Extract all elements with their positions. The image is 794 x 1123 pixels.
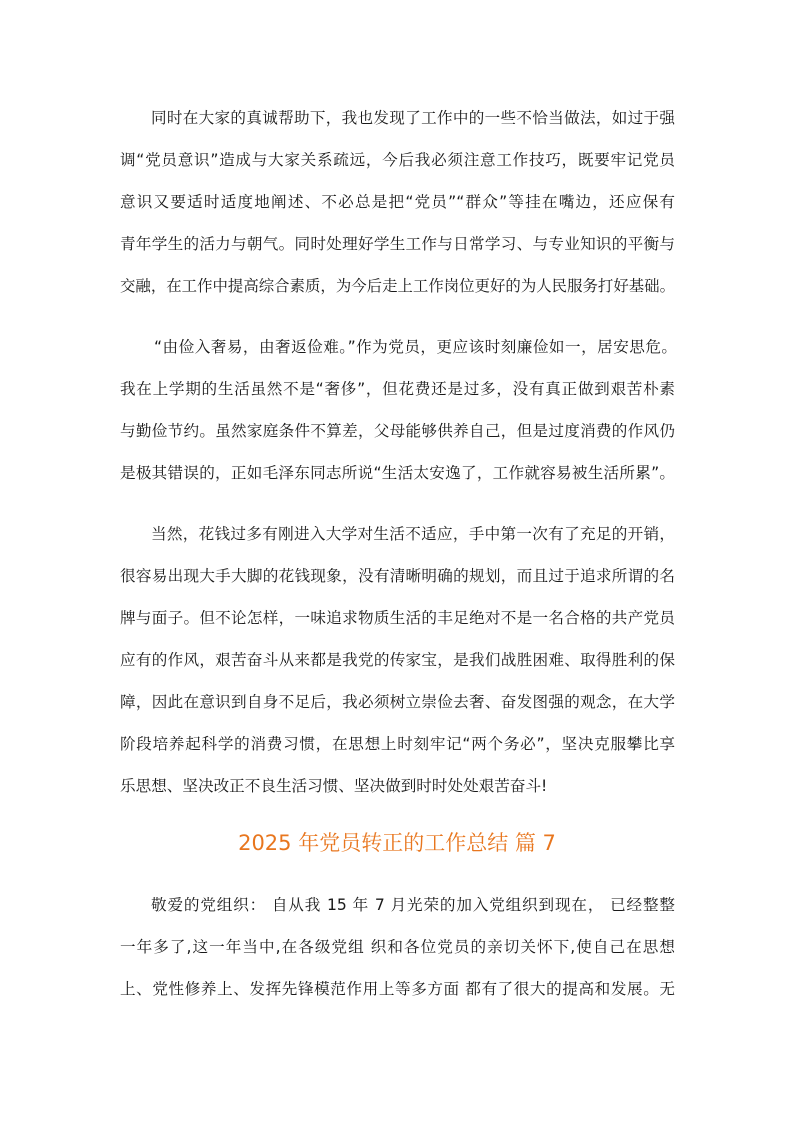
paragraph-line: 我在上学期的生活虽然不是“奢侈”，但花费还是过多，没有真正做到艰苦朴素 xyxy=(120,380,675,398)
paragraph-line: 上、党性修养上、发挥先锋模范作用上等多方面 都有了很大的提高和发展。无 xyxy=(120,980,675,998)
paragraph-line: 很容易出现大手大脚的花钱现象，没有清晰明确的规划，而且过于追求所谓的名 xyxy=(120,567,675,585)
paragraph-line: 一年多了,这一年当中,在各级党组 织和各位党员的亲切关怀下,使自己在思想 xyxy=(120,938,675,956)
paragraph-line: 与勤俭节约。虽然家庭条件不算差，父母能够供养自己，但是过度消费的作风仍 xyxy=(120,422,675,440)
paragraph-line: 青年学生的活力与朝气。同时处理好学生工作与日常学习、与专业知识的平衡与 xyxy=(120,235,675,253)
paragraph-line: 乐思想、坚决改正不良生活习惯、坚决做到时时处处艰苦奋斗! xyxy=(120,777,548,795)
paragraph-line: 应有的作风，艰苦奋斗从来都是我党的传家宝，是我们战胜困难、取得胜利的保 xyxy=(120,651,675,669)
section-heading: 2025 年党员转正的工作总结 篇 7 xyxy=(238,831,556,855)
paragraph-line: 是极其错误的，正如毛泽东同志所说“生活太安逸了，工作就容易被生活所累”。 xyxy=(120,464,675,482)
paragraph-line: 当然，花钱过多有刚进入大学对生活不适应，手中第一次有了充足的开销， xyxy=(151,525,675,543)
paragraph-line: 调“党员意识”造成与大家关系疏远，今后我必须注意工作技巧，既要牢记党员 xyxy=(120,151,675,169)
paragraph-line: “由俭入奢易，由奢返俭难。”作为党员，更应该时刻廉俭如一，居安思危。 xyxy=(154,338,677,356)
paragraph-line: 阶段培养起科学的消费习惯，在思想上时刻牢记“两个务必”，坚决克服攀比享 xyxy=(120,735,675,753)
paragraph-line: 意识又要适时适度地阐述、不必总是把“党员”“群众”等挂在嘴边，还应保有 xyxy=(120,193,675,211)
paragraph-line: 敬爱的党组织： 自从我 15 年 7 月光荣的加入党组织到现在， 已经整整 xyxy=(151,896,675,914)
paragraph-line: 障，因此在意识到自身不足后，我必须树立崇俭去奢、奋发图强的观念，在大学 xyxy=(120,693,675,711)
paragraph-line: 牌与面子。但不论怎样，一味追求物质生活的丰足绝对不是一名合格的共产党员 xyxy=(120,609,675,627)
paragraph-line: 交融，在工作中提高综合素质，为今后走上工作岗位更好的为人民服务打好基础。 xyxy=(120,277,675,295)
paragraph-line: 同时在大家的真诚帮助下，我也发现了工作中的一些不恰当做法，如过于强 xyxy=(151,109,675,127)
